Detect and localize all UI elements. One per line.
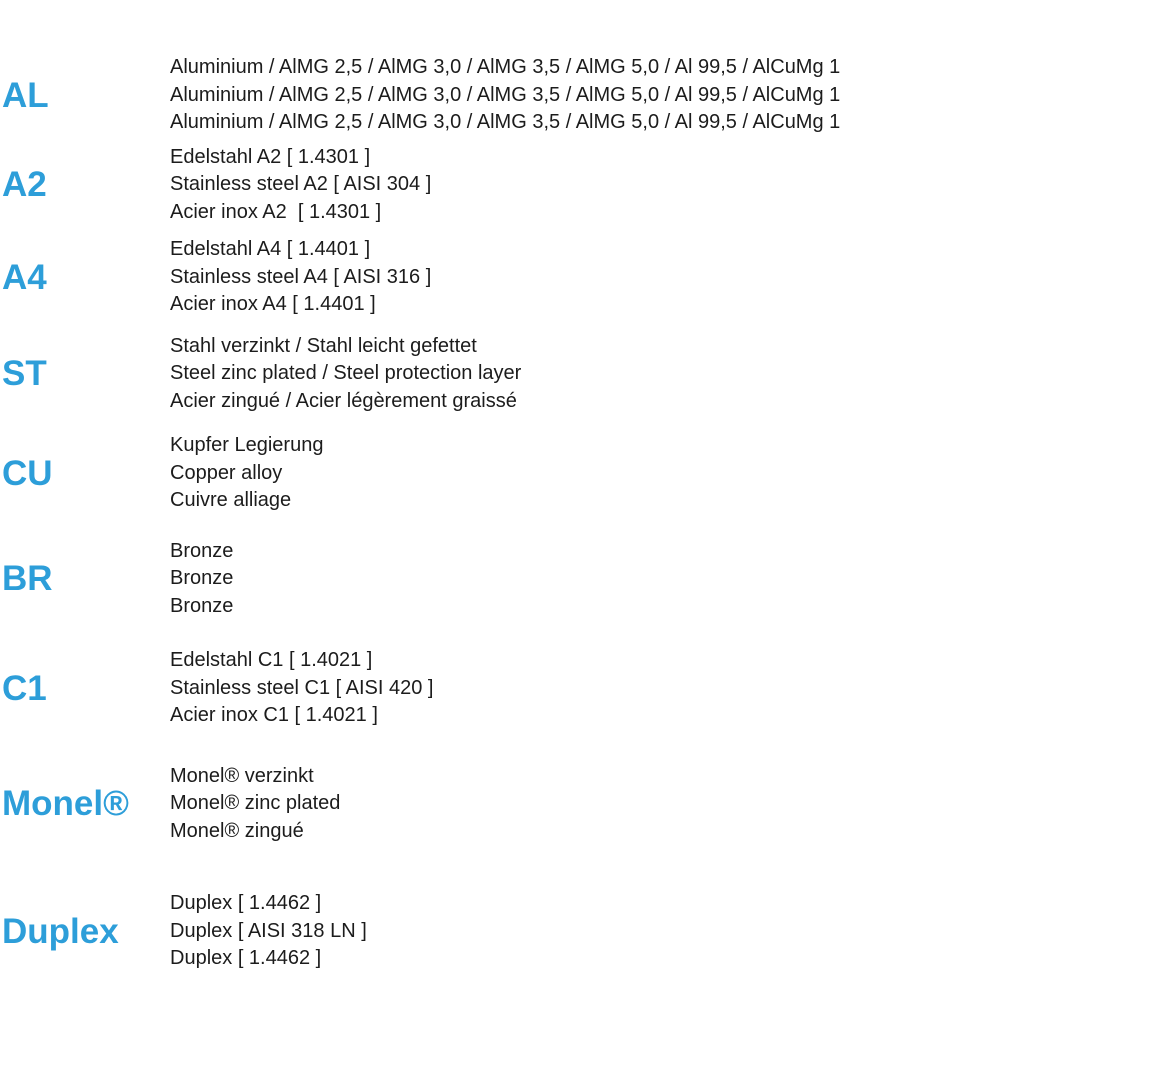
description-en: Stainless steel A2 [ AISI 304 ] [170, 173, 432, 195]
material-code: AL [2, 75, 49, 115]
description-fr: Acier zingué / Acier légèrement graissé [170, 389, 517, 412]
material-row [0, 647, 1160, 730]
material-code: ST [2, 354, 47, 394]
description-fr: Monel® zingué [170, 819, 304, 842]
description-de: Edelstahl C1 [ 1.4021 ] [170, 649, 373, 671]
material-descriptions [170, 763, 1160, 846]
description-fr: Cuivre alliage [170, 489, 292, 511]
description-de: Monel® verzinkt [170, 764, 314, 787]
material-row [0, 144, 1160, 227]
material-row [0, 763, 1160, 846]
material-code: BR [2, 559, 53, 599]
description-de: Aluminium / AlMG 2,5 / AlMG 3,0 / AlMG 3,5 / AlMG 5,0 / Al 99,5 / AlCuMg 1 [170, 56, 841, 78]
material-code: Duplex [2, 911, 119, 951]
material-descriptions [170, 890, 1160, 973]
material-descriptions [170, 647, 1160, 730]
description-en: Bronze [170, 567, 234, 589]
description-de: Edelstahl A2 [ 1.4301 ] [170, 145, 371, 168]
material-descriptions [170, 432, 1160, 515]
description-fr: Acier inox A4 [ 1.4401 ] [170, 293, 376, 315]
description-en: Monel® zinc plated [170, 792, 341, 814]
description-en: Copper alloy [170, 461, 283, 484]
description-fr: Acier inox A2 [ 1.4301 ] [170, 200, 382, 223]
material-descriptions [170, 144, 1160, 227]
description-en: Stainless steel C1 [ AISI 420 ] [170, 676, 434, 699]
material-descriptions [170, 236, 1160, 319]
material-code: Monel® [2, 784, 129, 824]
material-descriptions [170, 538, 1160, 621]
description-de: Kupfer Legierung [170, 434, 324, 456]
material-code: A4 [2, 257, 47, 297]
material-row [0, 432, 1160, 515]
material-code: C1 [2, 668, 47, 708]
description-de: Stahl verzinkt / Stahl leicht gefettet [170, 334, 477, 357]
description-de: Edelstahl A4 [ 1.4401 ] [170, 238, 371, 260]
description-en: Aluminium / AlMG 2,5 / AlMG 3,0 / AlMG 3,5 / AlMG 5,0 / Al 99,5 / AlCuMg 1 [170, 83, 841, 106]
material-code: A2 [2, 165, 47, 205]
material-descriptions [170, 333, 1160, 416]
description-de: Duplex [ 1.4462 ] [170, 892, 322, 914]
material-row [0, 236, 1160, 319]
description-en: Duplex [ AISI 318 LN ] [170, 919, 367, 942]
description-de: Bronze [170, 539, 234, 562]
material-row [0, 538, 1160, 621]
material-row [0, 333, 1160, 416]
description-fr: Duplex [ 1.4462 ] [170, 947, 322, 969]
material-descriptions [170, 54, 1160, 137]
material-row [0, 890, 1160, 973]
description-en: Stainless steel A4 [ AISI 316 ] [170, 265, 432, 288]
description-fr: Acier inox C1 [ 1.4021 ] [170, 704, 378, 726]
material-code: CU [2, 453, 53, 493]
material-row [0, 54, 1160, 137]
description-fr: Aluminium / AlMG 2,5 / AlMG 3,0 / AlMG 3,5 / AlMG 5,0 / Al 99,5 / AlCuMg 1 [170, 111, 841, 133]
description-en: Steel zinc plated / Steel protection layer [170, 362, 522, 384]
description-fr: Bronze [170, 594, 234, 617]
